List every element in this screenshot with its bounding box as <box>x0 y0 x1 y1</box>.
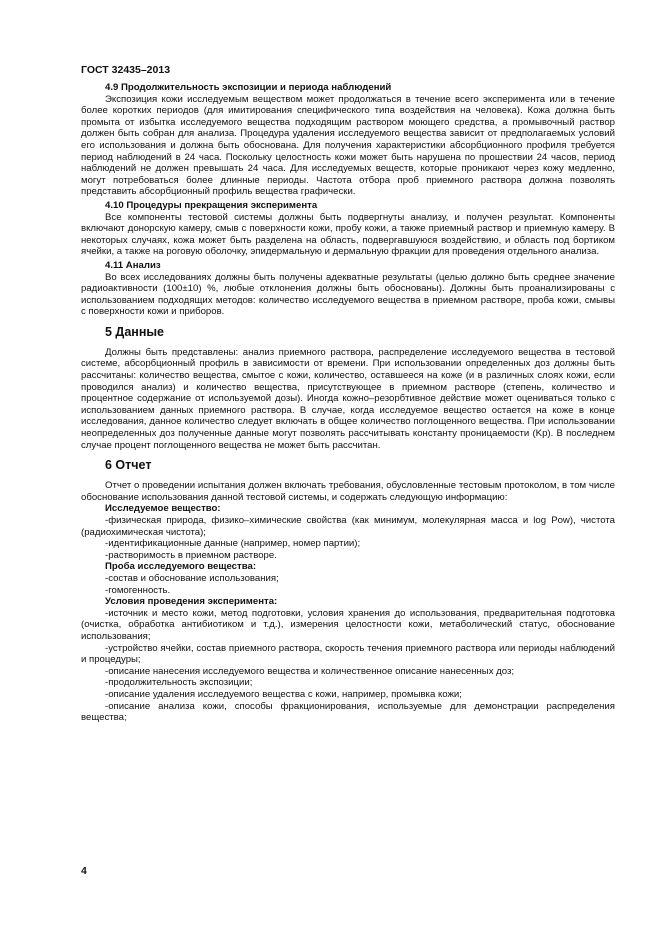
list-item: -устройство ячейки, состав приемного раствора, скорость течения приемного раствора или периоды наблюдений и процедуры; <box>81 642 615 666</box>
list-item: -растворимость в приемном растворе. <box>105 549 277 561</box>
section-4-11-text: Во всех исследованиях должны быть получены адекватные результаты (целью должно быть среднее значение радиоактивности (100±10) %, любые отклонения должны быть обоснованы). Должны быть проанализированы с использованием подходящих методов: количество исследуемого вещества в приемном растворе, проба кожи, смывы с поверхности кожи и приборов. <box>81 271 615 318</box>
list-item: -состав и обоснование использования; <box>105 572 279 584</box>
list-item: -описание анализа кожи, способы фракционирования, используемые для демонстрации распределения вещества; <box>81 700 615 724</box>
list-item: -продолжительность экспозиции; <box>105 677 253 689</box>
section-4-9-text: Экспозиция кожи исследуемым веществом может продолжаться в течение всего эксперимента или в течение более коротких периодов (для имитирования специфического типа воздействия на человека). Кожа должна быть промыта от избытка исследуемого вещества подходящим раствором моющего средства, а промывочный раствор должен быть собран для анализа. Процедура удаления исследуемого вещества зависит от предполагаемых условий его использования и должна быть обоснована. Для получения характеристики абсорбционного профиля требуется период наблюдений в 24 часа. Поскольку целостность кожи может быть нарушена по прошествии 24 часов, период наблюдений не должен превышать 24 часа. Для исследуемых веществ, которые проникают через кожу медленно, могут потребоваться более длинные периоды. Частота отбора проб приемного раствора должна позволять представить абсорбционный профиль вещества графически. <box>81 93 615 198</box>
test-sample-label: Проба исследуемого вещества: <box>105 561 257 573</box>
section-5-title: 5 Данные <box>105 324 165 339</box>
document-body <box>81 82 615 724</box>
section-4-10-text: Все компоненты тестовой системы должны быть подвергнуты анализу, и получен результат. Компоненты включают донорскую камеру, смыв с поверхности кожи, пробу кожи, а также приемный раствор и приемную камеру. В некоторых случаях, кожа может быть разделена на область, подвергавшуюся воздействию, и область под бортиком ячейки, а также на роговую оболочку, эпидермальную и дермальную фракции для проведения отдельного анализа. <box>81 211 615 258</box>
list-item: -гомогенность. <box>105 584 171 596</box>
section-6-title: 6 Отчет <box>105 458 152 473</box>
list-item: -описание удаления исследуемого вещества с кожи, например, промывка кожи; <box>105 688 462 700</box>
section-4-9-title: 4.9 Продолжительность экспозиции и периода наблюдений <box>105 82 392 93</box>
section-6-intro: Отчет о проведении испытания должен включать требования, обусловленные тестовым протоколом, в том числе обоснование использования данной тестовой системы, и содержать следующую информацию: <box>81 480 615 503</box>
list-item: -источник и место кожи, метод подготовки, условия хранения до использования, предварительная подготовка (очистка, обработка антибиотиком и т.д.), измерения целостности кожи, метаболический статус, обоснование использования; <box>81 607 615 642</box>
list-item: -описание нанесения исследуемого вещества и количественное описание нанесенных доз; <box>105 665 515 677</box>
list-item: -физическая природа, физико–химические свойства (как минимум, молекулярная масса и log Pow), чистота (радиохимическая чистота); <box>81 515 615 538</box>
section-4-11-title: 4.11 Анализ <box>105 259 161 271</box>
experiment-conditions-label: Условия проведения эксперимента: <box>105 596 278 608</box>
section-4-10-title: 4.10 Процедуры прекращения эксперимента <box>105 199 318 211</box>
section-5-text: Должны быть представлены: анализ приемного раствора, распределение исследуемого вещества в тестовой системе, абсорбционный профиль в зависимости от времени. При использовании определенных доз должны быть рассчитаны: количество вещества, смытое с кожи, количество, оставшееся на коже (и в различных слоях кожи, если проводился анализ) и количество вещества, присутствующее в приемном растворе (степень, количество и процентное содержание от используемой дозы). Иногда кожно–резорбтивное действие может оцениваться только с использованием данных приемного раствора. В случае, когда исследуемое вещество остается на коже в конце исследования, данное количество следует включать в общее количество поглощенного вещества. При использовании неопределенных доз полученные данные могут позволять рассчитывать константу проницаемости (Kp). В последнем случае процент поглощенного вещества не может быть рассчитан. <box>81 346 615 451</box>
doc-header: ГОСТ 32435–2013 <box>81 64 171 76</box>
list-item: -идентификационные данные (например, номер партии); <box>105 538 361 550</box>
page-number: 4 <box>81 865 87 877</box>
test-substance-label: Исследуемое вещество: <box>105 503 221 515</box>
